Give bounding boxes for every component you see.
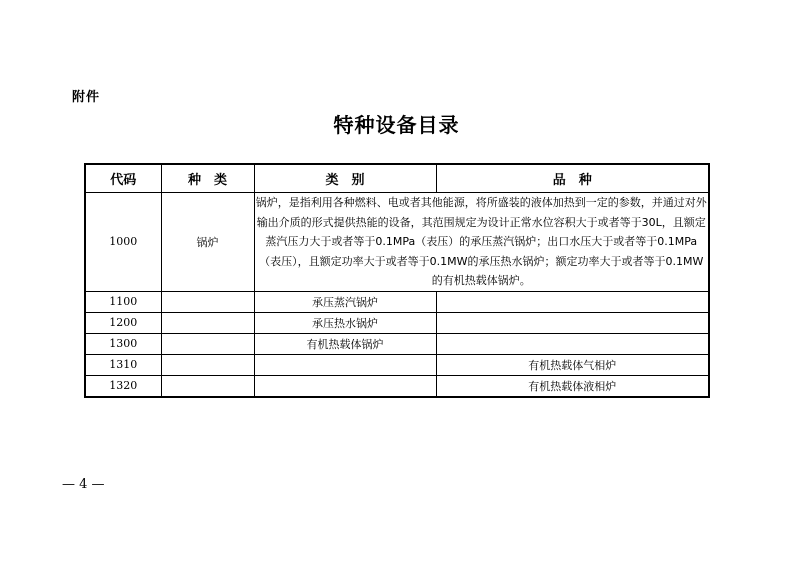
- row-kind: [161, 375, 254, 397]
- document-title: 特种设备目录: [333, 113, 460, 137]
- row-variety: [436, 291, 709, 312]
- table-row: [85, 312, 709, 333]
- table-row: [85, 375, 709, 397]
- equipment-catalog-table: [84, 163, 710, 398]
- row-variety: [436, 333, 709, 354]
- row-variety: 有机热载体气相炉: [436, 354, 709, 375]
- row-code: 1310: [85, 354, 161, 375]
- row-kind: [161, 312, 254, 333]
- page-number: — 4 —: [62, 477, 105, 492]
- column-header-kind: 种 类: [161, 164, 254, 193]
- row-code: 1300: [85, 333, 161, 354]
- row-description: 锅炉，是指利用各种燃料、电或者其他能源，将所盛装的液体加热到一定的参数，并通过对外输出介质的形式提供热能的设备，其范围规定为设计正常水位容积大于或者等于30L，且额定蒸汽压力大于或者等于0.1MPa（表压）的承压蒸汽锅炉；出口水压大于或者等于0.1MPa（表压），且额定功率大于或者等于0.1MW的承压热水锅炉；额定功率大于或者等于0.1MW的有机热载体锅炉。: [254, 193, 709, 292]
- row-category: 承压热水锅炉: [254, 312, 436, 333]
- row-kind: [161, 333, 254, 354]
- row-code: 1000: [85, 193, 161, 292]
- row-kind: [161, 354, 254, 375]
- row-code: 1100: [85, 291, 161, 312]
- row-category: 承压蒸汽锅炉: [254, 291, 436, 312]
- column-header-category: 类 别: [254, 164, 436, 193]
- row-code: 1320: [85, 375, 161, 397]
- row-variety: 有机热载体液相炉: [436, 375, 709, 397]
- table-row: [85, 333, 709, 354]
- row-kind: [161, 291, 254, 312]
- table-row-main: [85, 193, 709, 292]
- row-variety: [436, 312, 709, 333]
- row-category: [254, 354, 436, 375]
- row-category: [254, 375, 436, 397]
- row-code: 1200: [85, 312, 161, 333]
- table-row: [85, 291, 709, 312]
- column-header-code: 代码: [85, 164, 161, 193]
- attachment-label: 附件: [72, 90, 101, 105]
- table-header-row: [85, 164, 709, 193]
- row-category: 有机热载体锅炉: [254, 333, 436, 354]
- row-kind: 锅炉: [161, 193, 254, 292]
- table-row: [85, 354, 709, 375]
- column-header-variety: 品 种: [436, 164, 709, 193]
